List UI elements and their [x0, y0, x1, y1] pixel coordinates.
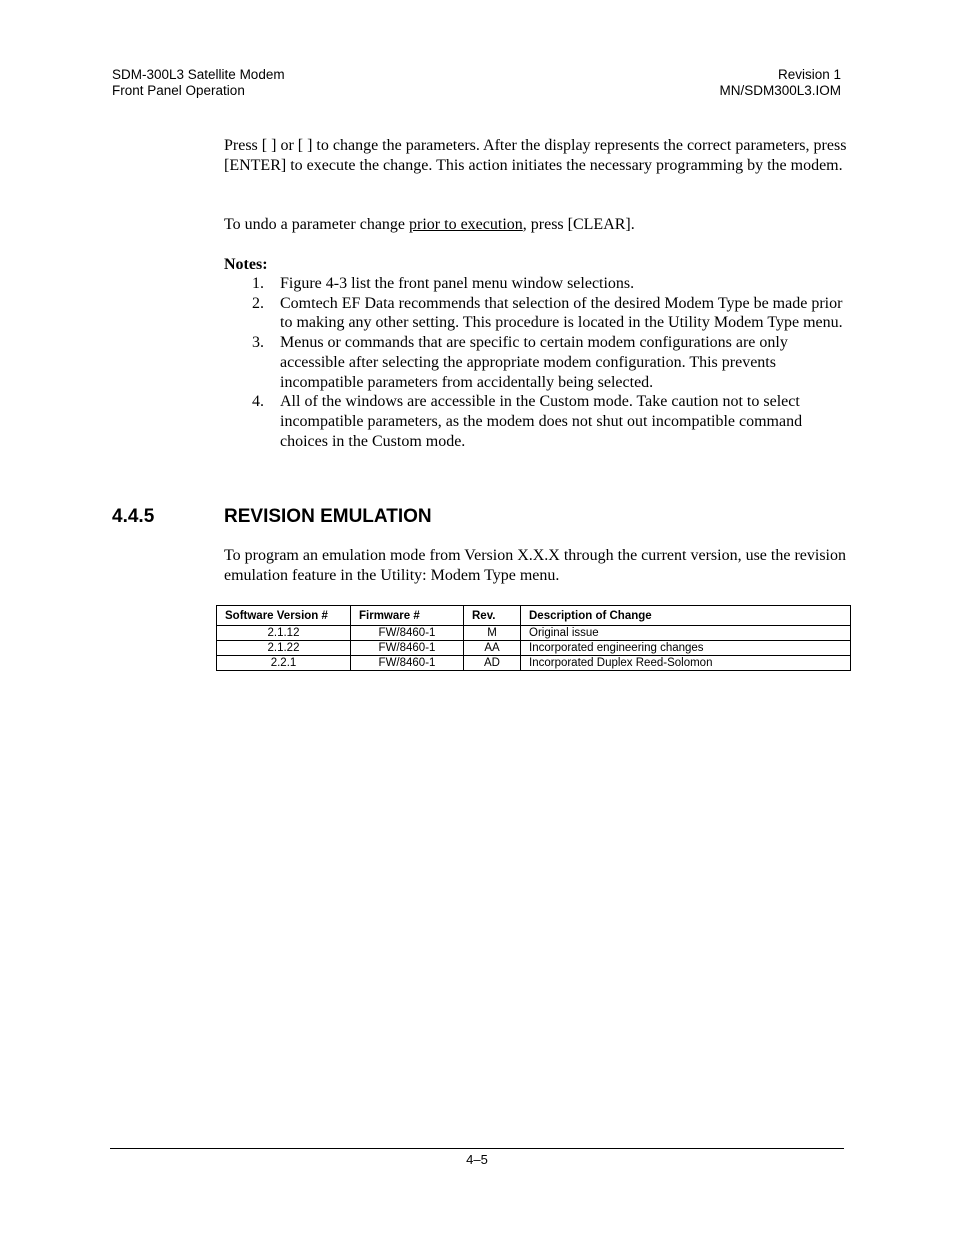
- paragraph-revision-emulation: To program an emulation mode from Version X.X.X through the current version, use the revision emulation feature in the Utility: Modem Type menu.: [224, 547, 846, 584]
- list-item-number: 4.: [252, 393, 264, 411]
- table-cell: AD: [464, 656, 521, 671]
- table-cell: Original issue: [521, 626, 851, 641]
- list-item: [224, 274, 849, 294]
- list-item: [224, 333, 849, 392]
- doc-chapter: Front Panel Operation: [112, 83, 245, 98]
- table-cell: M: [464, 626, 521, 641]
- table-row: [217, 656, 851, 671]
- list-item-number: 3.: [252, 334, 264, 352]
- footer-divider: [110, 1148, 844, 1149]
- paragraph-change-parameters: Press [ ] or [ ] to change the parameters. After the display represents the correct parameters, press [ENTER] to execute the change. This action initiates the necessary programming by the modem.: [224, 137, 847, 174]
- doc-revision: Revision 1: [777, 67, 841, 82]
- undo-text-underlined: prior to execution: [409, 216, 523, 233]
- column-header: Firmware #: [351, 606, 464, 626]
- paragraph-undo-change: [224, 215, 849, 235]
- doc-number: MN/SDM300L3.IOM: [719, 83, 841, 98]
- list-item-text: Comtech EF Data recommends that selection of the desired Modem Type be made prior to making any other setting. This procedure is located in the Utility Modem Type menu.: [280, 294, 843, 332]
- table-cell: 2.1.22: [217, 641, 351, 656]
- undo-text-pre: To undo a parameter change: [224, 216, 410, 233]
- list-item-text: Menus or commands that are specific to certain modem configurations are only accessible after selecting the appropriate modem configuration. This prevents incompatible parameters from accidentally being selected.: [280, 334, 788, 391]
- list-item-text: Figure 4-3 list the front panel menu window selections.: [280, 275, 635, 292]
- notes-heading: Notes:: [224, 256, 268, 273]
- column-header: Software Version #: [217, 606, 351, 626]
- undo-text-post: , press [CLEAR].: [522, 216, 635, 233]
- table-cell: AA: [464, 641, 521, 656]
- table-row: [217, 641, 851, 656]
- page-header-right: [719, 67, 841, 99]
- list-item-number: 2.: [252, 294, 264, 312]
- list-item-number: 1.: [252, 275, 264, 292]
- page-header-left: [112, 67, 285, 99]
- notes-list: [224, 274, 849, 451]
- doc-title: SDM-300L3 Satellite Modem: [112, 67, 285, 82]
- page-number: 4–5: [466, 1152, 488, 1167]
- table-cell: 2.1.12: [217, 626, 351, 641]
- list-item: [224, 392, 849, 451]
- revision-table: [216, 605, 851, 671]
- table-cell: Incorporated Duplex Reed-Solomon: [521, 656, 851, 671]
- table-row: [217, 626, 851, 641]
- table-cell: 2.2.1: [217, 656, 351, 671]
- table-cell: FW/8460-1: [351, 641, 464, 656]
- column-header: Description of Change: [521, 606, 851, 626]
- section-number: 4.4.5: [112, 506, 155, 527]
- list-item: [224, 294, 849, 333]
- table-cell: FW/8460-1: [351, 626, 464, 641]
- table-header-row: [217, 606, 851, 626]
- column-header: Rev.: [464, 606, 521, 626]
- table-cell: FW/8460-1: [351, 656, 464, 671]
- section-title: REVISION EMULATION: [224, 506, 432, 527]
- list-item-text: All of the windows are accessible in the Custom mode. Take caution not to select incompatible parameters, as the modem does not shut out incompatible command choices in the Custom mode.: [280, 393, 803, 450]
- table-cell: Incorporated engineering changes: [521, 641, 851, 656]
